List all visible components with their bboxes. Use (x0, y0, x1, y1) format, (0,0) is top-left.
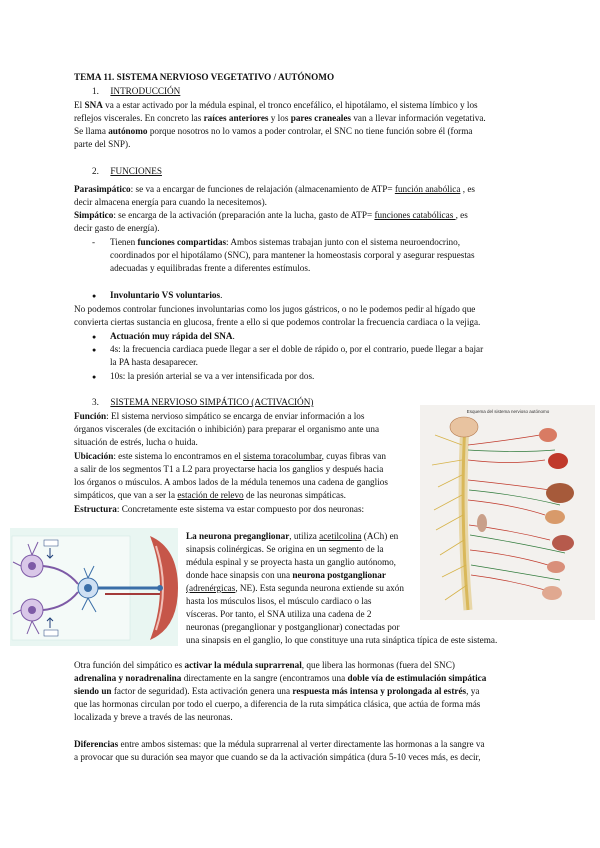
list-item-line: 4s: la frecuencia cardiaca puede llegar a ser el doble de rápido o, por el contrario, puede llegar a bajar (110, 344, 484, 354)
paragraph-line: órganos viscerales (de excitación o inhibición) para preparar el organismo ante una (74, 424, 380, 434)
bullet-icon: ● (92, 373, 97, 381)
page-title: TEMA 11. SISTEMA NERVIOSO VEGETATIVO / AUTÓNOMO (74, 72, 335, 82)
paragraph-line: decir gasto de energía). (74, 223, 160, 233)
paragraph-line: a provocar que su duración sea mayor que cuando se da la activación simpática (dura 5-10 veces más, es decir, (74, 752, 481, 762)
paragraph-line: Diferencias entre ambos sistemas: que la médula suprarrenal al verter directamente las hormonas a la sangre va (74, 739, 485, 749)
dash-bullet: - (92, 237, 96, 247)
list-item-line: Involuntario VS voluntarios. (110, 290, 223, 300)
paragraph-line: Otra función del simpático es activar la médula suprarrenal, que libera las hormonas (fuera del SNC) (74, 660, 455, 670)
paragraph-line: sinapsis colinérgicas. Se origina en un segmento de la (186, 544, 384, 554)
paragraph-line: Se llama autónomo porque nosotros no lo vamos a poder controlar, el SNC no tiene función sobre él (forma (74, 126, 473, 136)
section-1-heading: 1. INTRODUCCIÓN (92, 86, 181, 96)
list-item-line: coordinados por el hipotálamo (SNC), para mantener la homeostasis corporal y asegurar respuestas (110, 250, 475, 260)
paragraph-line: No podemos controlar funciones involuntarias como los jugos gástricos, o no le podemos pedir al hígado que (74, 304, 476, 314)
paragraph-line: los órganos o músculos. A ambos lados de la médula tenemos una cadena de ganglios (74, 477, 388, 487)
paragraph-line: parte del SNP). (74, 139, 131, 149)
paragraph-line: Parasimpático: se va a encargar de funciones de relajación (almacenamiento de ATP= función anabólica , es (74, 184, 475, 194)
paragraph-line: siendo un factor de seguridad). Esta activación genera una respuesta más intensa y prolongada al estrés, ya (74, 686, 480, 696)
paragraph-line: localizada y breve a través de las neuronas. (74, 712, 233, 722)
paragraph-line: neuronas (preganglionar y postganglionar) conectadas por (186, 622, 400, 632)
paragraph-line: convierta ciertas sustancia en glucosa, frente a ello si que podemos controlar la frecuencia cardiaca o la vejiga. (74, 317, 481, 327)
paragraph-line: Estructura: Concretamente este sistema va estar compuesto por dos neuronas: (74, 504, 365, 514)
paragraph-line: una sinapsis en el ganglio, lo que constituye una ruta sináptica típica de este sistema. (186, 635, 498, 645)
bullet-icon: ● (92, 333, 97, 341)
paragraph-line: (adrenérgicas, NE). Esta segunda neurona extiende su axón (186, 583, 404, 593)
list-item-line: 10s: la presión arterial se va a ver intensificada por dos. (110, 371, 315, 381)
paragraph-line: hasta los músculos lisos, el músculo cardiaco o las (186, 596, 372, 606)
list-item-line: Actuación muy rápida del SNA. (110, 331, 235, 341)
section-3-heading: 3. SISTEMA NERVIOSO SIMPÁTICO (ACTIVACIÓN) (92, 397, 314, 407)
list-item-line: adecuadas y equilibradas frente a diferentes estímulos. (110, 263, 311, 273)
paragraph-line: que las hormonas circulan por todo el cuerpo, a diferencia de la ruta simpática clásica, que actúa de forma más (74, 699, 481, 709)
paragraph-line: El SNA va a estar activado por la médula espinal, el tronco encefálico, el hipotálamo, el sistema límbico y los (74, 100, 478, 110)
list-item-line: la PA hasta desaparecer. (110, 357, 198, 367)
paragraph-line: Simpático: se encarga de la activación (preparación ante la lucha, gasto de ATP= funciones catabólicas , es (74, 210, 468, 220)
paragraph-line: situación de estrés, lucha o huida. (74, 437, 198, 447)
bullet-icon: ● (92, 292, 97, 300)
paragraph-line: La neurona preganglionar, utiliza acetilcolina (ACh) en (186, 531, 399, 541)
paragraph-line: médula espinal y se proyecta hasta un ganglio autónomo, (186, 557, 396, 567)
list-item-line: Tienen funciones compartidas: Ambos sistemas trabajan junto con el sistema neuroendocrino, (110, 237, 461, 247)
paragraph-line: simpáticos, que van a ser la estación de relevo de las neuronas simpáticas. (74, 490, 346, 500)
bullet-icon: ● (92, 346, 97, 354)
autonomic-nervous-system-figure (420, 405, 595, 620)
neuron-synapse-figure (10, 528, 178, 646)
paragraph-line: decir almacena energía para cuando la necesitemos). (74, 197, 267, 207)
section-2-heading: 2. FUNCIONES (92, 166, 162, 176)
paragraph-line: donde hace sinapsis con una neurona postganglionar (186, 570, 386, 580)
paragraph-line: Función: El sistema nervioso simpático se encarga de enviar información a los (74, 411, 365, 421)
paragraph-line: reflejos viscerales. En concreto las raíces anteriores y los pares craneales van a llevar información vegetativa. (74, 113, 486, 123)
paragraph-line: Ubicación: este sistema lo encontramos en el sistema toracolumbar, cuyas fibras van (74, 451, 386, 461)
paragraph-line: a salir de los segmentos T1 a L2 para proyectarse hacia los ganglios y después hacia (74, 464, 384, 474)
figure-caption: Esquema del sistema nervioso autónomo (466, 409, 550, 414)
paragraph-line: adrenalina y noradrenalina directamente en la sangre (encontramos una doble vía de estimulación simpática (74, 673, 487, 683)
paragraph-line: vísceras. Por tanto, el SNA utiliza una cadena de 2 (186, 609, 372, 619)
